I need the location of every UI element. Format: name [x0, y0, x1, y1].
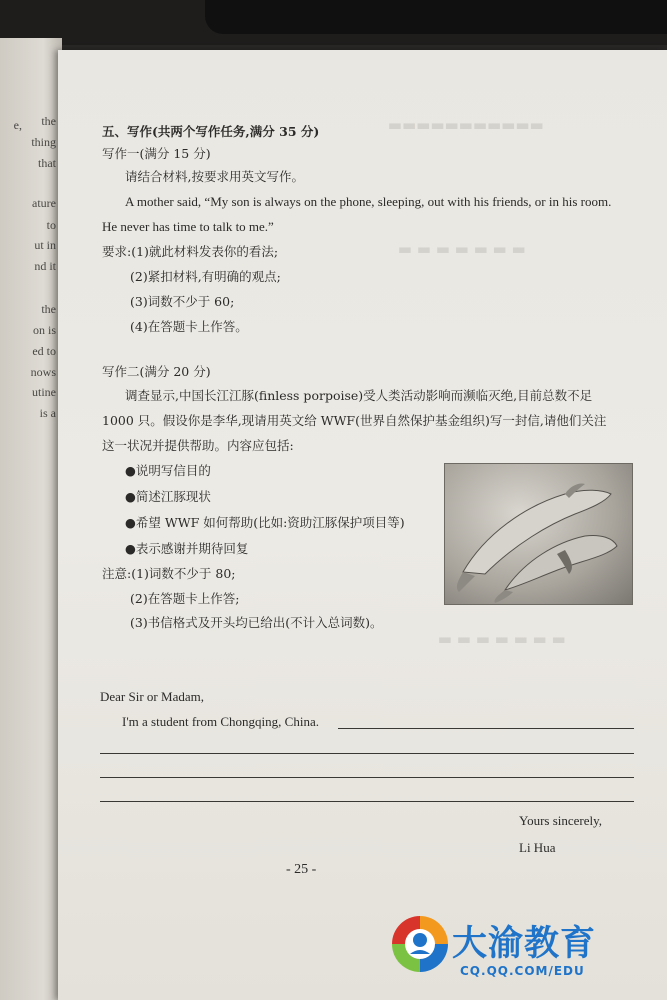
left-fragment: ut in — [34, 238, 56, 252]
letter-signature: Li Hua — [519, 840, 556, 855]
left-fragment: e, — [13, 118, 22, 132]
writing-line — [338, 728, 634, 729]
task2-paragraph-line3: 这一状况并提供帮助。内容应包括: — [102, 438, 294, 453]
task1-requirement-1: 要求:(1)就此材料发表你的看法; — [102, 244, 279, 259]
left-fragment: ed to — [32, 344, 56, 358]
task2-bullet: ●说明写信目的 — [125, 463, 211, 478]
left-fragment: the — [41, 114, 56, 128]
bleed-through-text: ▬▬▬▬▬▬▬▬▬▬▬ — [388, 116, 544, 134]
writing-line — [100, 777, 634, 778]
watermark-logo — [388, 908, 660, 992]
task2-paragraph-line2: 1000 只。假设你是李华,现请用英文给 WWF(世界自然保护基金组织)写一封信,请他们关注 — [102, 413, 607, 428]
logo-icon — [388, 908, 452, 992]
writing-line — [100, 801, 634, 802]
task2-note-3: (3)书信格式及开头均已给出(不计入总词数)。 — [130, 615, 383, 630]
task2-paragraph-line1: 调查显示,中国长江江豚(finless porpoise)受人类活动影响而濒临灭绝,目前总数不足 — [125, 388, 593, 403]
left-fragment: the — [41, 302, 56, 316]
section-heading: 五、写作(共两个写作任务,满分 35 分) — [102, 124, 320, 139]
left-page — [0, 38, 62, 1000]
task1-quote-line2: He never has time to talk to me.” — [102, 219, 274, 234]
left-fragment: nows — [30, 365, 56, 379]
left-fragment: utine — [32, 385, 56, 399]
task2-title: 写作二(满分 20 分) — [102, 364, 211, 379]
logo-name: 大渝教育 — [452, 924, 597, 964]
task2-bullet: ●简述江豚现状 — [125, 489, 211, 504]
task2-note-2: (2)在答题卡上作答; — [130, 591, 240, 606]
desk-mat — [205, 0, 667, 34]
task1-requirement-2: (2)紧扣材料,有明确的观点; — [130, 269, 281, 284]
left-fragment: ature — [32, 196, 56, 210]
page-number: - 25 - — [286, 862, 317, 877]
task1-quote-line1: A mother said, “My son is always on the phone, sleeping, out with his friends, or in his room. — [125, 194, 612, 209]
task1-requirement-4: (4)在答题卡上作答。 — [130, 319, 248, 334]
left-fragment: on is — [32, 323, 56, 337]
logo-url: CQ.QQ.COM/EDU — [460, 964, 585, 978]
writing-line — [100, 753, 634, 754]
task1-title: 写作一(满分 15 分) — [102, 146, 211, 161]
left-fragment: that — [38, 156, 56, 170]
porpoise-photo — [444, 463, 633, 605]
porpoise-illustration — [445, 464, 632, 604]
bleed-through-text: ▬ ▬ ▬ ▬ ▬ ▬ ▬ — [398, 240, 526, 258]
task1-instruction: 请结合材料,按要求用英文写作。 — [125, 169, 304, 184]
left-fragment: nd it — [34, 259, 56, 273]
task2-bullet: ●希望 WWF 如何帮助(比如:资助江豚保护项目等) — [125, 515, 405, 530]
bleed-through-text: ▬ ▬ ▬ ▬ ▬ ▬ ▬ — [438, 630, 566, 648]
task2-note-1: 注意:(1)词数不少于 80; — [102, 566, 236, 581]
letter-opening: I'm a student from Chongqing, China. — [122, 714, 319, 729]
letter-closing: Yours sincerely, — [519, 813, 603, 828]
task2-bullet: ●表示感谢并期待回复 — [125, 541, 249, 556]
left-fragment: thing — [31, 135, 56, 149]
left-fragment: to — [46, 218, 56, 232]
task1-requirement-3: (3)词数不少于 60; — [130, 294, 235, 309]
left-fragment: is a — [39, 406, 56, 420]
exam-page — [58, 50, 667, 1000]
letter-salutation: Dear Sir or Madam, — [100, 689, 204, 704]
